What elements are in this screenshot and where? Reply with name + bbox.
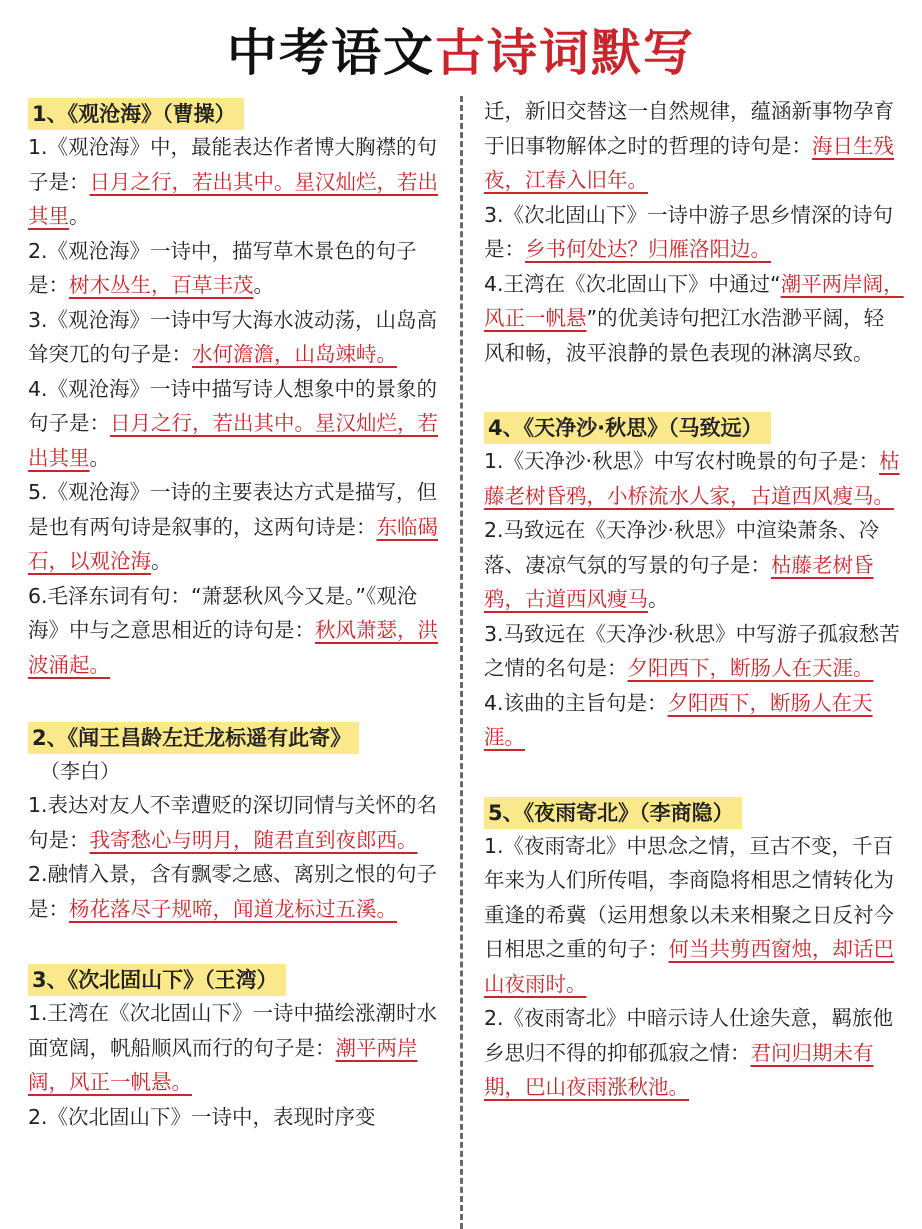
answer: 树木丛生，百草丰茂 (69, 273, 254, 297)
question-1-1: 1.《观沧海》中，最能表达作者博大胸襟的句子是：日月之行，若出其中。星汉灿烂，若出其里。 (28, 135, 438, 228)
question-3-4: 4.王湾在《次北固山下》中通过“潮平两岸阔，风正一帆悬”的优美诗句把江水浩渺平阔，轻风和畅，波平浪静的景色表现的淋漓尽致。 (484, 271, 904, 365)
answer: 夕阳西下，断肠人在天涯。 (627, 656, 874, 680)
answer: 何当共剪西窗烛，却话巴山夜雨时。 (484, 937, 894, 996)
question-1-5: 5.《观沧海》一诗的主要表达方式是描写，但是也有两句诗是叙事的，这两句诗是：东临碣石，以观沧海。 (28, 480, 438, 573)
left-column (28, 96, 448, 1134)
answer: 潮平两岸阔，风正一帆悬 (484, 271, 904, 330)
question-4-3: 3.马致远在《天净沙·秋思》中写游子孤寂愁苦之情的名句是：夕阳西下，断肠人在天涯。 (484, 621, 900, 680)
answer: 枯藤老树昏鸦，古道西风瘦马 (484, 552, 874, 611)
question-2-2: 2.融情入景，含有飘零之感、离别之恨的句子是：杨花落尽子规啼，闻道龙标过五溪。 (28, 862, 438, 921)
question-1-2: 2.《观沧海》一诗中，描写草木景色的句子是：树木丛生，百草丰茂。 (28, 238, 417, 297)
section-heading-1: 1、《观沧海》（曹操） (28, 98, 244, 130)
page-title (0, 18, 922, 88)
question-3-2-start: 2.《次北固山下》一诗中，表现时序变 (28, 1104, 376, 1129)
question-4-4: 4.该曲的主旨句是：夕阳西下，断肠人在天涯。 (484, 690, 873, 749)
answer: 日月之行，若出其中。星汉灿烂，若出其里 (28, 169, 438, 228)
question-1-4: 4.《观沧海》一诗中描写诗人想象中的景象的句子是：日月之行，若出其中。星汉灿烂，若出其里。 (28, 376, 438, 470)
answer: 东临碣石，以观沧海 (28, 514, 438, 573)
answer: 潮平两岸阔，风正一帆悬。 (28, 1035, 418, 1094)
question-5-2: 2.《夜雨寄北》中暗示诗人仕途失意，羁旅他乡思归不得的抑郁孤寂之情：君问归期未有期，巴山夜雨涨秋池。 (484, 1006, 894, 1099)
right-column (484, 94, 904, 1105)
answer: 杨花落尽子规啼，闻道龙标过五溪。 (69, 896, 397, 921)
section-heading-3: 3、《次北固山下》（王湾） (28, 964, 286, 996)
question-1-3: 3.《观沧海》一诗中写大海水波动荡，山岛高耸突兀的句子是：水何澹澹，山岛竦峙。 (28, 307, 438, 366)
answer: 水何澹澹，山岛竦峙。 (192, 342, 397, 366)
question-5-1: 1.《夜雨寄北》中思念之情，亘古不变，千百年来为人们所传唱，李商隐将相思之情转化为重逢的希冀（运用想象以未来相聚之日反衬今日相思之重的句子：何当共剪西窗烛，却话巴山夜雨时。 (484, 833, 894, 996)
section-2-author: （李白） (40, 759, 120, 783)
question-3-3: 3.《次北固山下》一诗中游子思乡情深的诗句是：乡书何处达？归雁洛阳边。 (484, 202, 894, 261)
section-heading-2: 2、《闻王昌龄左迁龙标遥有此寄》 (28, 722, 359, 754)
watermark-smudge (720, 1150, 870, 1200)
answer: 海日生残夜，江春入旧年。 (484, 133, 894, 192)
section-heading-5: 5、《夜雨寄北》（李商隐） (484, 797, 742, 829)
section-heading-4: 4、《天净沙·秋思》（马致远） (484, 412, 771, 444)
title-part-black: 中考语文 (227, 23, 435, 82)
question-3-1: 1.王湾在《次北固山下》一诗中描绘涨潮时水面宽阔，帆船顺风而行的句子是：潮平两岸阔，风正一帆悬。 (28, 1001, 438, 1094)
question-1-6: 6.毛泽东词有句：“萧瑟秋风今又是。”《观沧海》中与之意思相近的诗句是：秋风萧瑟，洪波涌起。 (28, 583, 438, 677)
answer: 秋风萧瑟，洪波涌起。 (28, 618, 438, 677)
answer: 君问归期未有期，巴山夜雨涨秋池。 (484, 1040, 874, 1099)
answer: 夕阳西下，断肠人在天涯。 (484, 690, 873, 749)
answer: 我寄愁心与明月，随君直到夜郎西。 (89, 827, 418, 852)
title-part-red: 古诗词默写 (435, 23, 695, 82)
answer: 枯藤老树昏鸦，小桥流水人家，古道西风瘦马。 (484, 449, 900, 508)
question-4-2: 2.马致远在《天净沙·秋思》中渲染萧条、冷落、凄凉气氛的写景的句子是：枯藤老树昏鸦，古道西风瘦马。 (484, 518, 880, 611)
answer: 日月之行，若出其中。星汉灿烂，若出其里 (28, 411, 438, 470)
column-divider (460, 96, 463, 1229)
answer: 乡书何处达？归雁洛阳边。 (525, 237, 771, 261)
question-3-2-cont: 迁，新旧交替这一自然规律，蕴涵新事物孕育于旧事物解体之时的哲理的诗句是：海日生残夜，江春入旧年。 (484, 99, 894, 192)
question-4-1: 1.《天净沙·秋思》中写农村晚景的句子是：枯藤老树昏鸦，小桥流水人家，古道西风瘦马。 (484, 449, 900, 508)
question-2-1: 1.表达对友人不幸遭贬的深切同情与关怀的名句是：我寄愁心与明月，随君直到夜郎西。 (28, 793, 438, 852)
